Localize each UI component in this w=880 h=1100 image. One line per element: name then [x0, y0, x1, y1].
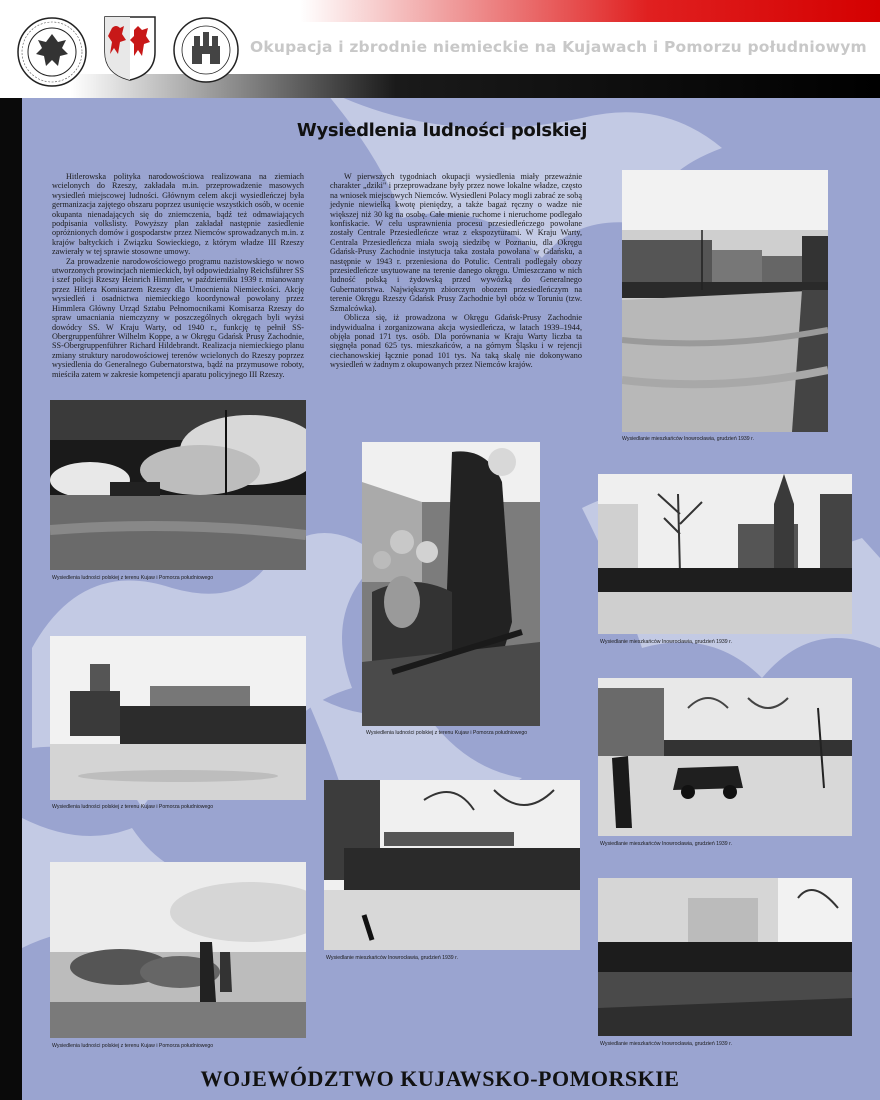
photo-caption: Wysiedlanie mieszkańców Inowrocławia, grudzień 1939 r. [622, 436, 755, 442]
photo-caption: Wysiedlenia ludności polskiej z terenu Kujaw i Pomorza południowego [52, 1043, 214, 1049]
header-title: Okupacja i zbrodnie niemieckie na Kujawach i Pomorzu południowym [250, 38, 867, 56]
header-red-bar [300, 0, 880, 22]
text-column-left [52, 172, 304, 379]
photo-street-deportation [622, 170, 828, 432]
paragraph: W pierwszych tygodniach okupacji wysiedlenia miały przeważnie charakter „dziki" i przeprowadzane były przez nowe lokalne władze, często na wniosek miejscowych Niemców. Wysiedleni Polacy mogli zabrać ze sobą jedynie niewielką kwotę pieniędzy, a także bagaż ręczny o wadze nie większej niż 30 kg na osobę. Całe mienie ruchome i nieruchome podlegało konfiskacie. W celu usprawnienia procesu przesiedleńczego powołane zostały Centrale Przesiedleńcze wraz z ekspozyturami. W Kraju Warty, Centrala Przesiedleńcza miała swoją siedzibę w Poznaniu, dla Okręgu Gdańsk-Prusy Zachodnie instytucja taka została powołana w Gdańsku, a następnie w 1943 r. przeniesiona do Potulic. Centrali podlegały obozy przesiedleńcze usytuowane na terenie danego okręgu. Umieszczano w nich ludność polską i żydowską przed wywózką do Generalnego Gubernatorstwa. Największym zbiorczym obozem przesiedleńczym na terenie Okręgu Rzeszy Gdańsk Prusy Zachodnie był obóz w Toruniu (tzw. Szmalcówka). [330, 172, 582, 313]
kujawsko-pomorskie-coat-of-arms-logo [102, 14, 158, 87]
photo-caption: Wysiedlenia ludności polskiej z terenu Kujaw i Pomorza południowego [366, 730, 528, 736]
text-column-right [330, 172, 582, 370]
photo-deported-people [362, 442, 540, 726]
footer-title: WOJEWÓDZTWO KUJAWSKO-POMORSKIE [200, 1066, 680, 1091]
main-title: Wysiedlenia ludności polskiej [296, 120, 588, 141]
photo-caption: Wysiedlanie mieszkańców Inowrocławia, grudzień 1939 r. [600, 1041, 733, 1047]
photo-horse-carts [324, 780, 580, 950]
photo-caption: Wysiedlenia ludności polskiej z terenu Kujaw i Pomorza południowego [52, 804, 214, 810]
header [0, 0, 880, 98]
photo-caption: Wysiedlanie mieszkańców Inowrocławia, grudzień 1939 r. [326, 955, 459, 961]
paragraph: Hitlerowska polityka narodowościowa realizowana na ziemiach wcielonych do Rzeszy, zakładała m.in. przeprowadzenie masowych wysiedleń miejscowej ludności. Głównym celem akcji wysiedleńczej była germanizacja zajętego obszaru poprzez usunięcie wszystkich osób, w ocenie okupanta nienadających się do zniemczenia, bądź też odmawiających podpisania volkslisty. Powyższy plan zakładał następnie zasiedlenie opróżnionych domów i gospodarstw przez Niemców sprowadzanych m.in. z krajów bałtyckich i Związku Sowieckiego, z którym władze III Rzeszy zawierały w tej sprawie stosowne umowy. [52, 172, 304, 257]
photo-caption: Wysiedlanie mieszkańców Inowrocławia, grudzień 1939 r. [600, 841, 733, 847]
paragraph: Za prowadzenie narodowościowego programu nazistowskiego w nowo utworzonych prowincjach niemieckich, był odpowiedzialny Reichsführer SS i szef policji Rzeszy Heinrich Himmler, w październiku 1939 r. mianowany przez Hitlera Komisarzem Rzeszy dla Umocnienia Niemieckości. Akcję wysiedleń i osadnictwa niemieckiego koordynował powołany przez Himmlera Główny Urząd Sztabu Pełnomocnikami Komisarza Rzeszy do spraw umacniania niemczyzny w poszczególnych okręgach byli wyżsi dowódcy SS. W Kraju Warty, od 1940 r., funkcję tę pełnił SS-Obergruppenführer Wilhelm Koppe, a w Okręgu Gdańsk Prusy Zachodnie, SS-Obergruppenführer Richard Hildebrandt. Realizacja niemieckiego planu zmiany struktury narodowościowej terenów wcielonych do Rzeszy poprzez wysiedlenia do Generalnego Gubernatorstwa, bądź na przymusowe roboty, mieściła zatem w zakresie kompetencji aparatu policyjnego III Rzeszy. [52, 256, 304, 379]
photo-truck-lineup [50, 636, 306, 800]
photo-smoke-field [50, 400, 306, 570]
left-black-strip [0, 98, 22, 1100]
photo-caption: Wysiedlanie mieszkańców Inowrocławia, grudzień 1939 r. [600, 639, 733, 645]
ipn-seal-logo [16, 16, 88, 93]
photo-car-snow [598, 678, 852, 836]
photo-building-crowd [598, 878, 852, 1036]
bydgoszcz-city-seal-logo [172, 16, 240, 89]
photo-caption: Wysiedlenia ludności polskiej z terenu Kujaw i Pomorza południowego [52, 575, 214, 581]
photo-bundles-field [50, 862, 306, 1038]
photo-church-square [598, 474, 852, 634]
paragraph: Oblicza się, iż prowadzona w Okręgu Gdańsk-Prusy Zachodnie indywidualna i zorganizowana akcja wysiedleńcza, w latach 1939–1944, objęła ponad 171 tys. osób. Dla porównania w Kraju Warty liczba ta sięgnęła ponad 625 tys. mieszkańców, a na górnym Śląsku i w rejencji ciechanowskiej łącznie ponad 101 tys. Na taką skalę nie dokonywano wysiedleń w żadnym z okupowanych przez Niemców krajów. [330, 313, 582, 370]
